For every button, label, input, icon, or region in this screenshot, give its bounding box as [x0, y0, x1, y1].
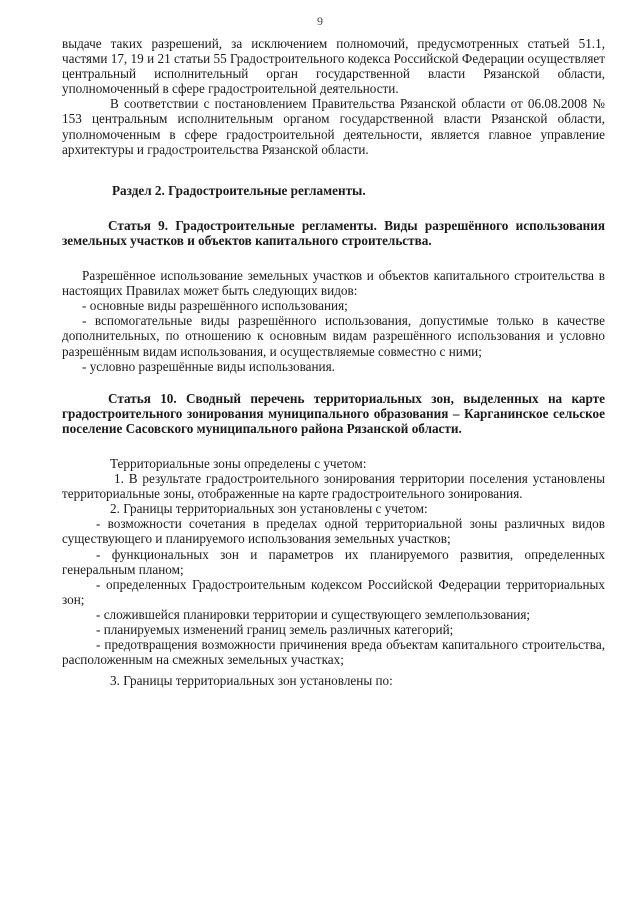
- page-number: 9: [317, 14, 323, 28]
- list-item: - вспомогательные виды разрешённого использования, допустимые только в качестве дополнительных, по отношению к основным видам разрешённого использования и условно разрешённым видам использования, и осуществляемые совместно с ними;: [62, 313, 605, 359]
- bullet-item: - возможности сочетания в пределах одной территориальной зоны различных видов существующего и планируемого использования земельных участков;: [62, 516, 605, 547]
- document-body: [62, 36, 605, 688]
- paragraph-resolution: В соответствии с постановлением Правительства Рязанской области от 06.08.2008 № 153 центральным исполнительным органом государственной власти Рязанской области, уполномоченным в сфере градостроительной деятельности, является главное управление архитектуры и градостроительства Рязанской области.: [62, 96, 605, 157]
- bullet-item: - планируемых изменений границ земель различных категорий;: [96, 622, 454, 637]
- article-10-heading: Статья 10. Сводный перечень территориальных зон, выделенных на карте градостроительного зонирования муниципального образования – Карганинское сельское поселение Сасовского муниципального района Рязанской области.: [62, 390, 605, 436]
- section-heading: Раздел 2. Градостроительные регламенты.: [112, 182, 366, 198]
- list-item-numbered: 1. В результате градостроительного зонирования территории поселения установлены территориальные зоны, отображенные на карте градостроительного зонирования.: [62, 471, 605, 502]
- list-item-numbered: 2. Границы территориальных зон установлены с учетом:: [110, 501, 428, 517]
- list-item: - условно разрешённые виды использования.: [82, 358, 335, 374]
- paragraph-continuation: выдаче таких разрешений, за исключением полномочий, предусмотренных статьей 51.1, частями 17, 19 и 21 статьи 55 Градостроительного кодекса Российской Федерации осуществляет центральный исполнительный орган государственной власти Рязанской области, уполномоченный в сфере градостроительной деятельности.: [62, 36, 605, 97]
- list-item: - основные виды разрешённого использования;: [82, 298, 348, 314]
- bullet-item: - определенных Градостроительным кодексом Российской Федерации территориальных зон;: [62, 576, 605, 607]
- bullet-item: - сложившейся планировки территории и существующего землепользования;: [96, 606, 531, 622]
- bullet-item: - функциональных зон и параметров их планируемого развития, определенных генеральным планом;: [62, 546, 605, 577]
- bullet-item: - предотвращения возможности причинения вреда объектам капитального строительства, расположенным на смежных земельных участках;: [62, 637, 605, 668]
- article-9-heading: Статья 9. Градостроительные регламенты. Виды разрешённого использования земельных участков и объектов капитального строительства.: [62, 217, 605, 248]
- paragraph-zones-intro: Территориальные зоны определены с учетом:: [110, 455, 367, 471]
- list-item-numbered: 3. Границы территориальных зон установлены по:: [110, 673, 393, 689]
- paragraph-permitted-use: Разрешённое использование земельных участков и объектов капитального строительства в настоящих Правилах может быть следующих видов:: [62, 268, 605, 299]
